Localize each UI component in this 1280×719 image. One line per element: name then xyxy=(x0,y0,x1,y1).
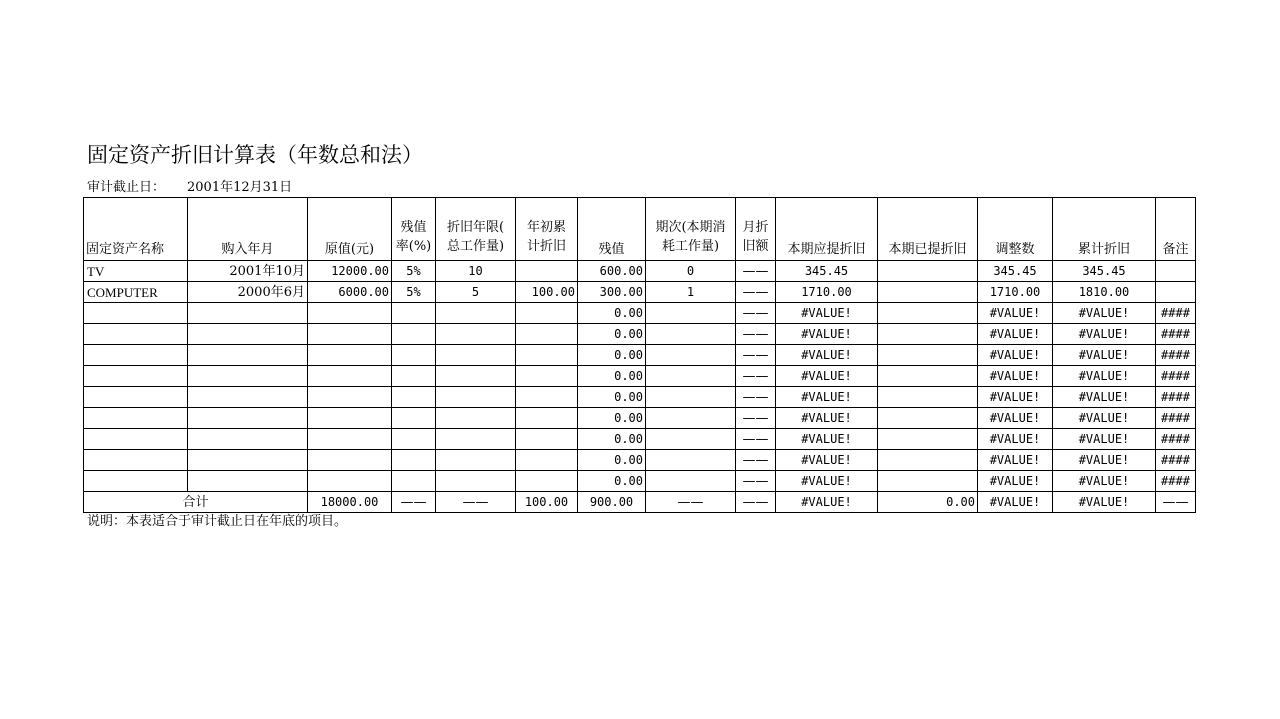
audit-date-label: 审计截止日： xyxy=(87,180,166,195)
total-period: —— xyxy=(646,492,736,513)
cell-purchase xyxy=(188,366,308,387)
cell-original xyxy=(308,429,392,450)
cell-should-dep: #VALUE! xyxy=(776,450,878,471)
cell-remark: #### xyxy=(1156,345,1196,366)
cell-residual: 0.00 xyxy=(578,471,646,492)
cell-adjust: #VALUE! xyxy=(978,471,1053,492)
cell-adjust: #VALUE! xyxy=(978,303,1053,324)
cell-rate xyxy=(392,303,436,324)
cell-cumulative: #VALUE! xyxy=(1053,387,1156,408)
cell-rate xyxy=(392,324,436,345)
total-remark: —— xyxy=(1156,492,1196,513)
cell-purchase xyxy=(188,408,308,429)
cell-residual: 0.00 xyxy=(578,324,646,345)
cell-original xyxy=(308,471,392,492)
cell-original xyxy=(308,324,392,345)
cell-cumulative: #VALUE! xyxy=(1053,366,1156,387)
cell-should-dep: #VALUE! xyxy=(776,471,878,492)
table-row xyxy=(84,345,1196,366)
cell-should-dep: #VALUE! xyxy=(776,408,878,429)
cell-already-dep xyxy=(878,324,978,345)
cell-residual: 0.00 xyxy=(578,450,646,471)
cell-life xyxy=(436,471,516,492)
total-should-dep: #VALUE! xyxy=(776,492,878,513)
page-title: 固定资产折旧计算表（年数总和法） xyxy=(87,143,423,167)
header-begin-dep: 年初累 计折旧 xyxy=(516,198,578,261)
cell-rate xyxy=(392,408,436,429)
cell-period xyxy=(646,429,736,450)
audit-date-row xyxy=(87,179,292,197)
cell-already-dep xyxy=(878,450,978,471)
table-row xyxy=(84,366,1196,387)
total-label: 合计 xyxy=(84,492,308,513)
cell-already-dep xyxy=(878,282,978,303)
cell-purchase xyxy=(188,345,308,366)
cell-purchase xyxy=(188,324,308,345)
cell-monthly: —— xyxy=(736,429,776,450)
cell-period xyxy=(646,366,736,387)
cell-original xyxy=(308,408,392,429)
header-residual-rate: 残值 率(%) xyxy=(392,198,436,261)
cell-begin-dep xyxy=(516,261,578,282)
cell-adjust: #VALUE! xyxy=(978,366,1053,387)
cell-should-dep: #VALUE! xyxy=(776,366,878,387)
cell-remark xyxy=(1156,282,1196,303)
cell-life xyxy=(436,303,516,324)
cell-purchase xyxy=(188,303,308,324)
cell-rate xyxy=(392,345,436,366)
cell-life xyxy=(436,366,516,387)
footnote: 说明：本表适合于审计截止日在年底的项目。 xyxy=(87,514,348,529)
cell-monthly: —— xyxy=(736,471,776,492)
total-already-dep: 0.00 xyxy=(878,492,978,513)
cell-monthly: —— xyxy=(736,261,776,282)
header-should-dep: 本期应提折旧 xyxy=(776,198,878,261)
cell-residual: 600.00 xyxy=(578,261,646,282)
header-already-dep: 本期已提折旧 xyxy=(878,198,978,261)
cell-purchase xyxy=(188,387,308,408)
cell-monthly: —— xyxy=(736,324,776,345)
cell-already-dep xyxy=(878,429,978,450)
cell-monthly: —— xyxy=(736,366,776,387)
cell-residual: 0.00 xyxy=(578,303,646,324)
header-residual: 残值 xyxy=(578,198,646,261)
cell-begin-dep xyxy=(516,324,578,345)
cell-rate: 5% xyxy=(392,282,436,303)
total-row xyxy=(84,492,1196,513)
table-row xyxy=(84,408,1196,429)
cell-cumulative: 345.45 xyxy=(1053,261,1156,282)
cell-should-dep: #VALUE! xyxy=(776,429,878,450)
cell-purchase xyxy=(188,429,308,450)
cell-residual: 0.00 xyxy=(578,366,646,387)
cell-life: 10 xyxy=(436,261,516,282)
cell-remark: #### xyxy=(1156,408,1196,429)
cell-original xyxy=(308,345,392,366)
cell-remark: #### xyxy=(1156,429,1196,450)
cell-adjust: #VALUE! xyxy=(978,387,1053,408)
cell-cumulative: 1810.00 xyxy=(1053,282,1156,303)
cell-monthly: —— xyxy=(736,303,776,324)
header-monthly: 月折 旧额 xyxy=(736,198,776,261)
cell-life xyxy=(436,345,516,366)
table-row xyxy=(84,282,1196,303)
cell-cumulative: #VALUE! xyxy=(1053,408,1156,429)
cell-begin-dep xyxy=(516,408,578,429)
cell-begin-dep xyxy=(516,471,578,492)
cell-rate xyxy=(392,429,436,450)
cell-period xyxy=(646,408,736,429)
header-original: 原值(元) xyxy=(308,198,392,261)
cell-already-dep xyxy=(878,261,978,282)
cell-monthly: —— xyxy=(736,450,776,471)
header-purchase: 购入年月 xyxy=(188,198,308,261)
cell-residual: 300.00 xyxy=(578,282,646,303)
cell-adjust: #VALUE! xyxy=(978,345,1053,366)
cell-original xyxy=(308,387,392,408)
cell-life: 5 xyxy=(436,282,516,303)
cell-begin-dep xyxy=(516,345,578,366)
total-monthly: —— xyxy=(736,492,776,513)
cell-period xyxy=(646,324,736,345)
total-residual: 900.00 xyxy=(578,492,646,513)
cell-already-dep xyxy=(878,303,978,324)
cell-remark: #### xyxy=(1156,387,1196,408)
cell-monthly: —— xyxy=(736,387,776,408)
cell-already-dep xyxy=(878,471,978,492)
cell-adjust: #VALUE! xyxy=(978,324,1053,345)
cell-period: 0 xyxy=(646,261,736,282)
total-rate: —— xyxy=(392,492,436,513)
cell-original: 12000.00 xyxy=(308,261,392,282)
cell-period xyxy=(646,450,736,471)
cell-should-dep: 345.45 xyxy=(776,261,878,282)
table-row xyxy=(84,303,1196,324)
cell-life xyxy=(436,324,516,345)
cell-adjust: 345.45 xyxy=(978,261,1053,282)
cell-adjust: #VALUE! xyxy=(978,408,1053,429)
cell-name xyxy=(84,471,188,492)
header-adjust: 调整数 xyxy=(978,198,1053,261)
table-row xyxy=(84,471,1196,492)
cell-monthly: —— xyxy=(736,282,776,303)
depreciation-table xyxy=(83,197,1196,513)
cell-cumulative: #VALUE! xyxy=(1053,471,1156,492)
cell-name: TV xyxy=(84,261,188,282)
cell-period xyxy=(646,387,736,408)
total-cumulative: #VALUE! xyxy=(1053,492,1156,513)
cell-cumulative: #VALUE! xyxy=(1053,303,1156,324)
cell-life xyxy=(436,408,516,429)
cell-residual: 0.00 xyxy=(578,345,646,366)
cell-purchase: 2001年10月 xyxy=(188,261,308,282)
cell-period xyxy=(646,303,736,324)
cell-residual: 0.00 xyxy=(578,429,646,450)
cell-should-dep: #VALUE! xyxy=(776,345,878,366)
cell-name xyxy=(84,324,188,345)
cell-should-dep: #VALUE! xyxy=(776,387,878,408)
cell-should-dep: 1710.00 xyxy=(776,282,878,303)
cell-rate xyxy=(392,366,436,387)
cell-remark: #### xyxy=(1156,471,1196,492)
cell-remark: #### xyxy=(1156,366,1196,387)
header-period: 期次(本期消 耗工作量) xyxy=(646,198,736,261)
cell-rate xyxy=(392,450,436,471)
cell-residual: 0.00 xyxy=(578,387,646,408)
cell-begin-dep xyxy=(516,450,578,471)
table-row xyxy=(84,429,1196,450)
table-row xyxy=(84,450,1196,471)
cell-remark: #### xyxy=(1156,450,1196,471)
cell-period: 1 xyxy=(646,282,736,303)
cell-purchase: 2000年6月 xyxy=(188,282,308,303)
cell-name xyxy=(84,408,188,429)
cell-rate xyxy=(392,387,436,408)
cell-name xyxy=(84,303,188,324)
cell-original xyxy=(308,303,392,324)
header-row xyxy=(84,198,1196,261)
cell-original xyxy=(308,366,392,387)
cell-name xyxy=(84,450,188,471)
cell-begin-dep xyxy=(516,303,578,324)
cell-already-dep xyxy=(878,345,978,366)
cell-cumulative: #VALUE! xyxy=(1053,450,1156,471)
cell-period xyxy=(646,471,736,492)
cell-life xyxy=(436,450,516,471)
header-name: 固定资产名称 xyxy=(84,198,188,261)
cell-should-dep: #VALUE! xyxy=(776,303,878,324)
cell-name xyxy=(84,387,188,408)
cell-rate xyxy=(392,471,436,492)
cell-adjust: #VALUE! xyxy=(978,429,1053,450)
cell-purchase xyxy=(188,450,308,471)
cell-begin-dep xyxy=(516,387,578,408)
cell-remark: #### xyxy=(1156,324,1196,345)
cell-cumulative: #VALUE! xyxy=(1053,324,1156,345)
cell-adjust: 1710.00 xyxy=(978,282,1053,303)
cell-cumulative: #VALUE! xyxy=(1053,345,1156,366)
cell-life xyxy=(436,387,516,408)
header-remark: 备注 xyxy=(1156,198,1196,261)
cell-name xyxy=(84,345,188,366)
cell-purchase xyxy=(188,471,308,492)
cell-life xyxy=(436,429,516,450)
cell-cumulative: #VALUE! xyxy=(1053,429,1156,450)
cell-already-dep xyxy=(878,387,978,408)
cell-begin-dep xyxy=(516,366,578,387)
total-begin-dep: 100.00 xyxy=(516,492,578,513)
cell-begin-dep xyxy=(516,429,578,450)
cell-name xyxy=(84,429,188,450)
cell-name xyxy=(84,366,188,387)
cell-adjust: #VALUE! xyxy=(978,450,1053,471)
total-adjust: #VALUE! xyxy=(978,492,1053,513)
total-original: 18000.00 xyxy=(308,492,392,513)
audit-date-value: 2001年12月31日 xyxy=(187,180,293,195)
cell-period xyxy=(646,345,736,366)
cell-residual: 0.00 xyxy=(578,408,646,429)
total-life: —— xyxy=(436,492,516,513)
cell-begin-dep: 100.00 xyxy=(516,282,578,303)
cell-rate: 5% xyxy=(392,261,436,282)
cell-remark xyxy=(1156,261,1196,282)
header-life: 折旧年限( 总工作量) xyxy=(436,198,516,261)
cell-already-dep xyxy=(878,408,978,429)
table-row xyxy=(84,387,1196,408)
header-cumulative: 累计折旧 xyxy=(1053,198,1156,261)
cell-original xyxy=(308,450,392,471)
cell-should-dep: #VALUE! xyxy=(776,324,878,345)
table-row xyxy=(84,261,1196,282)
cell-remark: #### xyxy=(1156,303,1196,324)
cell-monthly: —— xyxy=(736,345,776,366)
cell-already-dep xyxy=(878,366,978,387)
cell-original: 6000.00 xyxy=(308,282,392,303)
cell-name: COMPUTER xyxy=(84,282,188,303)
cell-monthly: —— xyxy=(736,408,776,429)
table-row xyxy=(84,324,1196,345)
